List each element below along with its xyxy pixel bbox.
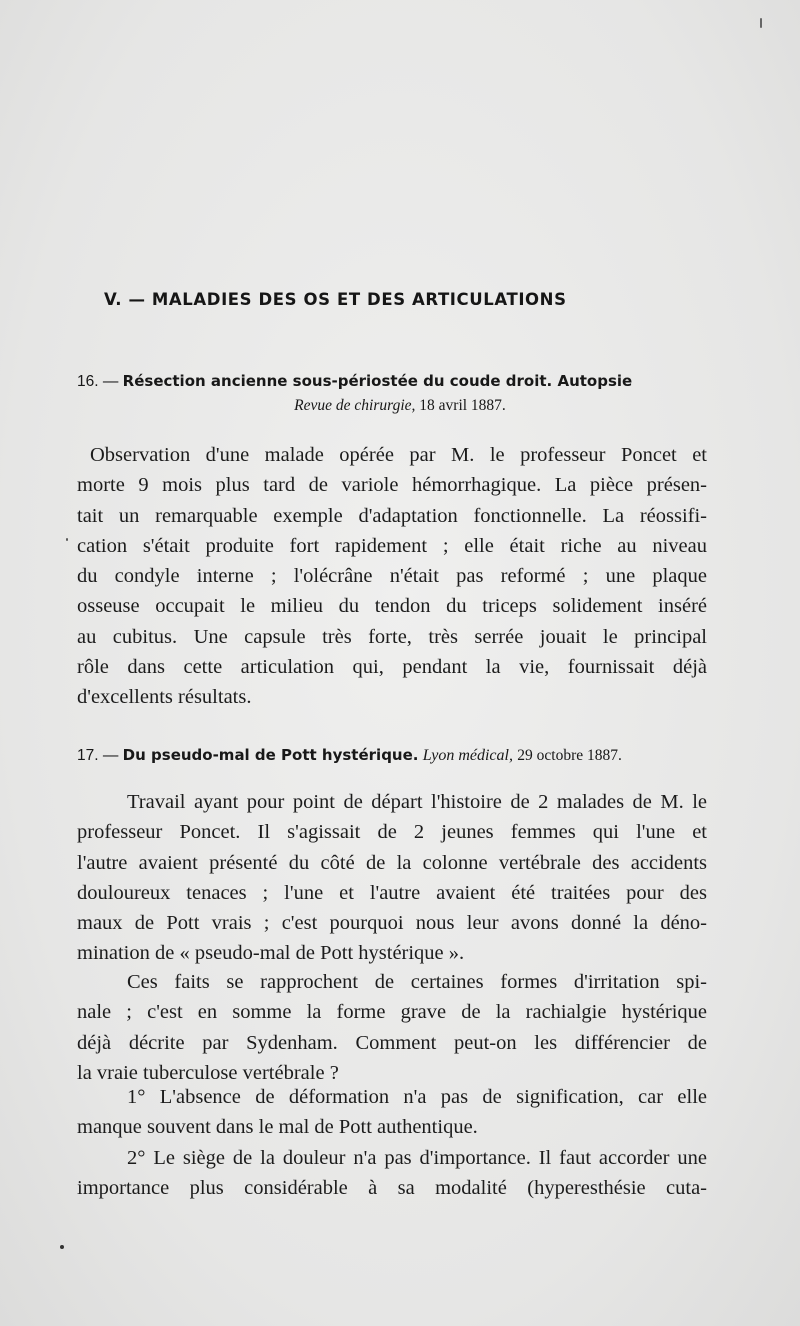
entry-17-paragraph-2 xyxy=(77,967,707,1088)
body-line: déjà décrite par Sydenham. Comment peut-on les différencier de xyxy=(77,1031,707,1054)
entry-17-date: 29 octobre 1887. xyxy=(517,747,622,764)
body-line: Ces faits se rapprochent de certaines formes d'irritation spi- xyxy=(127,971,707,993)
body-line: osseuse occupait le milieu du tendon du triceps solidement inséré xyxy=(77,595,707,618)
section-heading: V. — MALADIES DES OS ET DES ARTICULATIONS xyxy=(104,290,567,309)
entry-16-title: Résection ancienne sous-périostée du coude droit. Autopsie xyxy=(122,372,633,390)
body-line: 1° L'absence de déformation n'a pas de signification, car elle xyxy=(127,1086,707,1108)
body-line: d'excellents résultats. xyxy=(77,686,252,709)
entry-17-paragraph-1 xyxy=(77,787,707,969)
entry-17-paragraph-3 xyxy=(77,1082,707,1143)
entry-16-header xyxy=(77,372,717,391)
entry-16-date: 18 avril 1887. xyxy=(419,397,506,414)
body-line: professeur Poncet. Il s'agissait de 2 jeunes femmes qui l'une et xyxy=(77,821,707,844)
scan-speck xyxy=(760,18,762,28)
body-line: manque souvent dans le mal de Pott authentique. xyxy=(77,1116,478,1139)
body-line: importance plus considérable à sa modalité (hyperesthésie cuta- xyxy=(77,1177,707,1200)
entry-17-paragraph-4 xyxy=(77,1143,707,1204)
scan-speck xyxy=(66,538,68,541)
entry-16-citation xyxy=(0,397,800,415)
entry-17-source: Lyon médical, xyxy=(422,747,513,764)
entry-16-paragraph xyxy=(77,440,707,713)
body-line: du condyle interne ; l'olécrâne n'était pas reformé ; une plaque xyxy=(77,565,707,588)
body-line: cation s'était produite fort rapidement ; elle était riche au niveau xyxy=(77,534,707,557)
entry-16-number: 16. — xyxy=(77,373,119,390)
body-line: douloureux tenaces ; l'une et l'autre avaient été traitées pour des xyxy=(77,881,707,904)
body-line: tait un remarquable exemple d'adaptation fonctionnelle. La réossifi- xyxy=(77,504,707,527)
entry-17-title: Du pseudo-mal de Pott hystérique. xyxy=(122,746,419,764)
body-line: maux de Pott vrais ; c'est pourquoi nous leur avons donné la déno- xyxy=(77,912,707,935)
body-line: nale ; c'est en somme la forme grave de la rachialgie hystérique xyxy=(77,1001,707,1024)
body-line: Travail ayant pour point de départ l'histoire de 2 malades de M. le xyxy=(127,791,707,813)
scan-speck xyxy=(60,1245,64,1249)
body-line: mination de « pseudo-mal de Pott hystérique ». xyxy=(77,942,465,965)
entry-16-source: Revue de chirurgie, xyxy=(294,397,416,414)
body-line: morte 9 mois plus tard de variole hémorrhagique. La pièce présen- xyxy=(77,474,707,497)
verso-show-through xyxy=(78,168,718,288)
body-line: rôle dans cette articulation qui, pendant la vie, fournissait déjà xyxy=(77,656,707,679)
body-line: au cubitus. Une capsule très forte, très serrée jouait le principal xyxy=(77,625,707,648)
body-line: l'autre avaient présenté du côté de la colonne vertébrale des accidents xyxy=(77,851,707,874)
entry-17-number: 17. — xyxy=(77,747,119,764)
entry-17-header xyxy=(77,746,717,765)
body-line: Observation d'une malade opérée par M. le professeur Poncet et xyxy=(90,444,707,466)
body-line: la vraie tuberculose vertébrale ? xyxy=(77,1061,339,1084)
body-line: 2° Le siège de la douleur n'a pas d'importance. Il faut accorder une xyxy=(127,1147,707,1169)
